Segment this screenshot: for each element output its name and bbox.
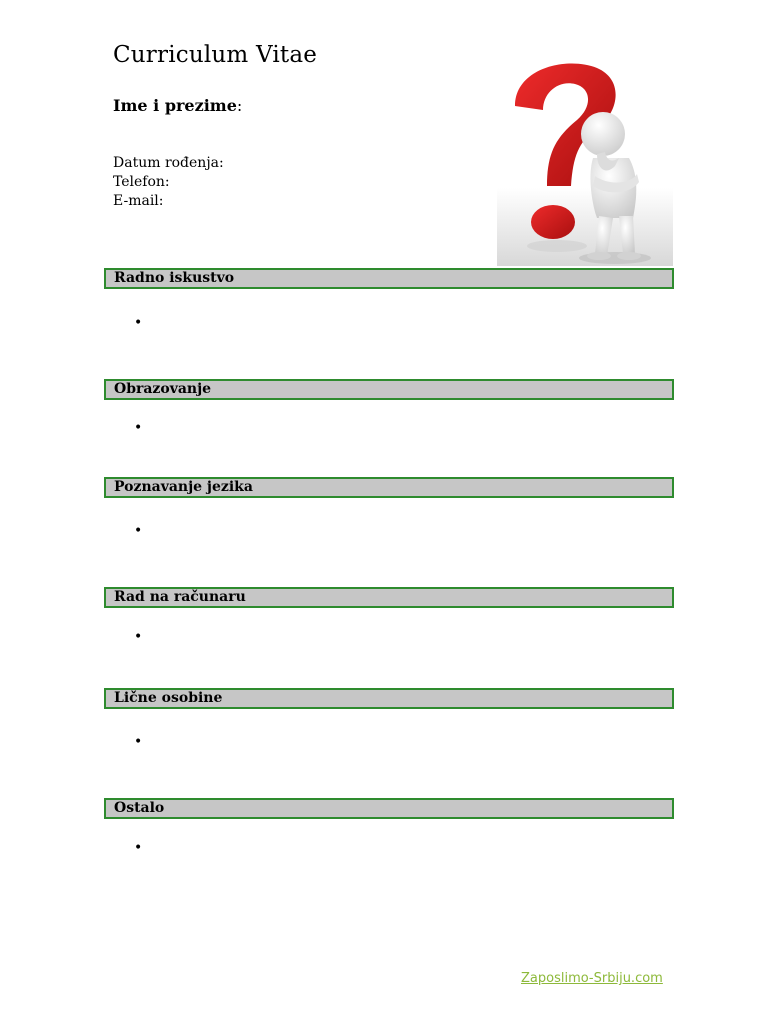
section-bullet-education: • xyxy=(134,420,143,436)
section-header-computer-skills: Rad na računaru xyxy=(104,587,674,608)
name-field-line xyxy=(113,96,242,115)
section-bullet-other: • xyxy=(134,840,143,856)
question-mark-figure-icon xyxy=(497,58,673,266)
email-label: E-mail: xyxy=(113,193,164,209)
section-header-languages: Poznavanje jezika xyxy=(104,477,674,498)
contact-block xyxy=(113,154,224,211)
section-header-work-experience: Radno iskustvo xyxy=(104,268,674,289)
phone-label: Telefon: xyxy=(113,174,170,190)
birth-date-label: Datum rođenja: xyxy=(113,155,224,171)
section-bullet-computer-skills: • xyxy=(134,629,143,645)
name-label: Ime i prezime xyxy=(113,96,237,115)
page-title: Curriculum Vitae xyxy=(113,42,318,68)
name-colon: : xyxy=(236,96,243,115)
section-header-education: Obrazovanje xyxy=(104,379,674,400)
section-bullet-languages: • xyxy=(134,523,143,539)
section-header-personal-traits: Lične osobine xyxy=(104,688,674,709)
section-bullet-personal-traits: • xyxy=(134,734,143,750)
footer-website-link[interactable]: Zaposlimo-Srbiju.com xyxy=(521,971,663,986)
section-bullet-work-experience: • xyxy=(134,315,143,331)
section-header-other: Ostalo xyxy=(104,798,674,819)
